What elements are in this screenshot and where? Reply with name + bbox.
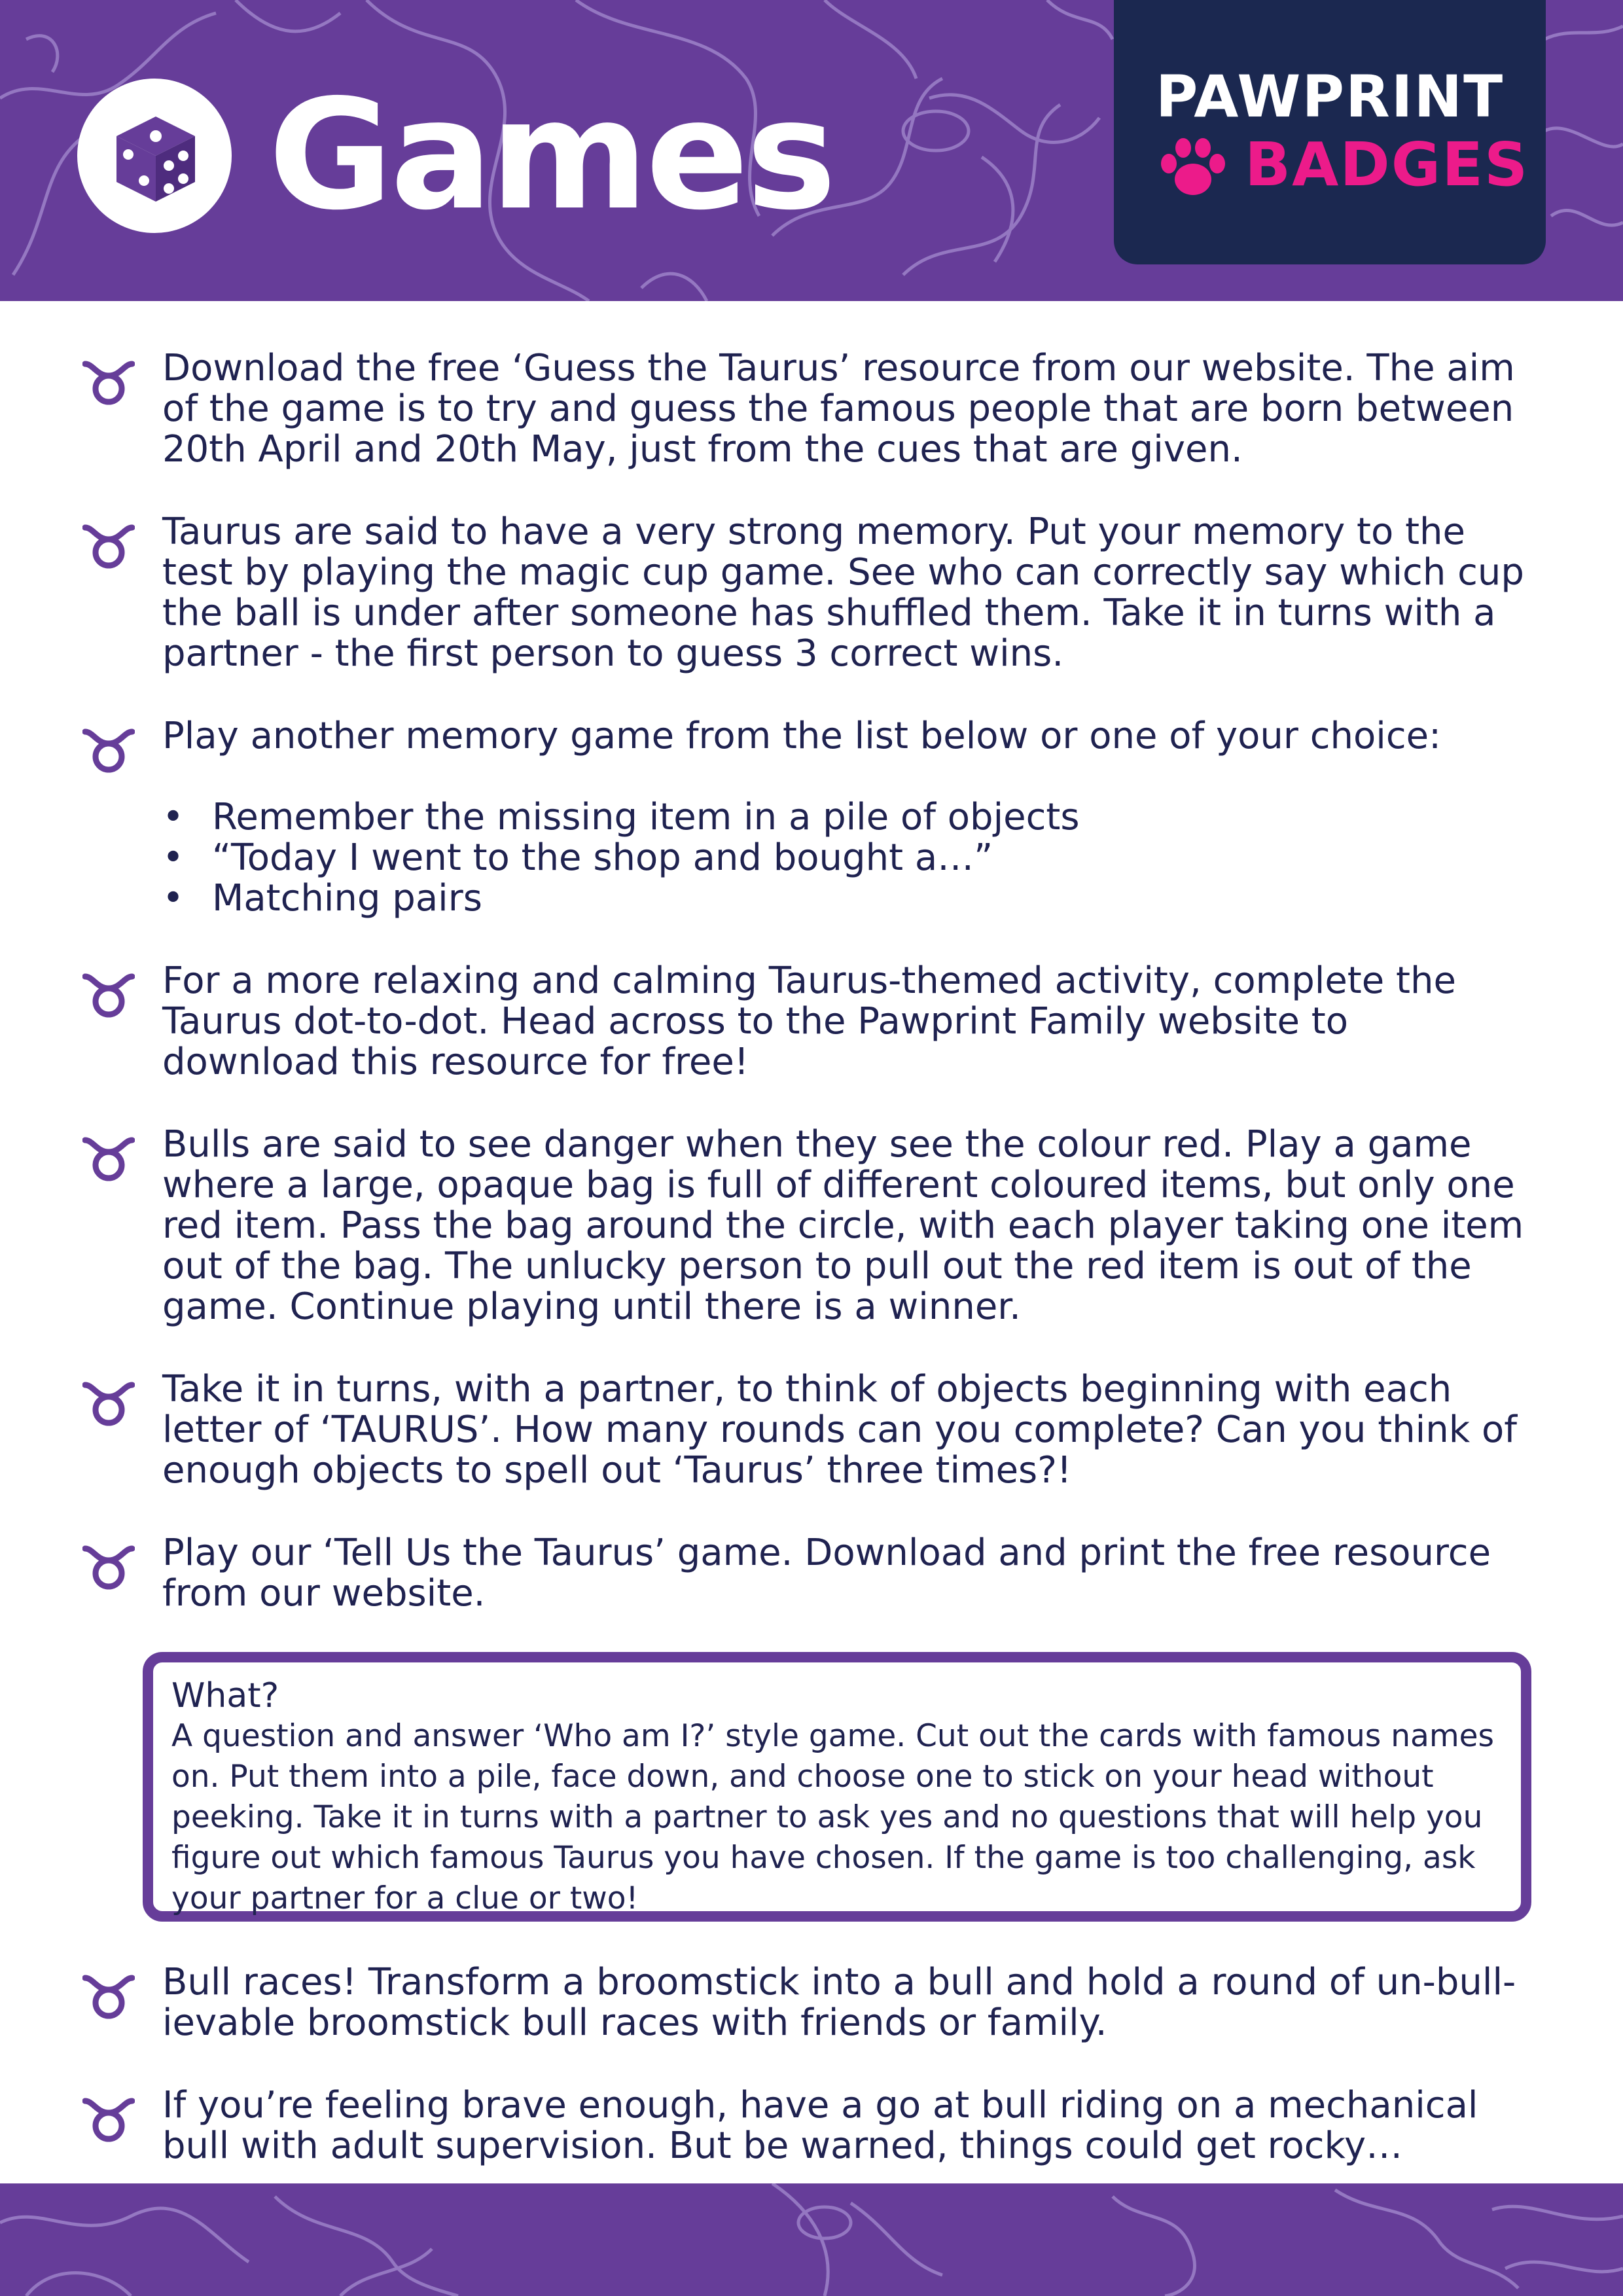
memory-game-list — [162, 797, 1530, 919]
taurus-symbol-icon — [82, 1378, 135, 1427]
activity-text: Bulls are said to see danger when they see the colour red. Play a game where a large, opaque bag is full of different coloured items, but only one red item. Pass the bag around the circle, with each player taking one item out of the bag. The unlucky person to pull out the red item is out of the game. Continue playing until there is a winner. — [162, 1123, 1524, 1328]
bullet-point: • — [162, 796, 185, 838]
list-item — [162, 797, 1530, 838]
taurus-symbol-icon — [82, 1134, 135, 1182]
page-title: Games — [268, 67, 834, 243]
taurus-symbol-icon — [82, 2094, 135, 2143]
activity-text: Download the free ‘Guess the Taurus’ resource from our website. The aim of the game is to try and guess the famous people that are born between 20th April and 20th May, just from the cues that are given. — [162, 347, 1515, 471]
taurus-symbol-icon — [82, 725, 135, 774]
taurus-symbol-icon — [82, 1542, 135, 1590]
info-box-title: What? — [171, 1676, 279, 1715]
list-item — [162, 838, 1530, 878]
header-banner — [0, 0, 1623, 301]
footer-banner — [0, 2183, 1623, 2296]
bullet-point: • — [162, 836, 185, 879]
activity-text: For a more relaxing and calming Taurus-themed activity, complete the Taurus dot-to-dot. Head across to the Pawprint Family website to download this resource for free! — [162, 960, 1456, 1083]
taurus-symbol-icon — [82, 521, 135, 569]
bull-line-art-background — [0, 2183, 1623, 2296]
activity-text: Play our ‘Tell Us the Taurus’ game. Download and print the free resource from our website. — [162, 1532, 1491, 1615]
activity-text: If you’re feeling brave enough, have a go at bull riding on a mechanical bull with adult supervision. But be warned, things could get rocky… — [162, 2084, 1478, 2167]
logo-wordmark-top: PAWPRINT — [1155, 63, 1505, 130]
bullet-point: • — [162, 877, 185, 920]
activity-text: Taurus are said to have a very strong memory. Put your memory to the test by playing the magic cup game. See who can correctly say which cup the ball is under after someone has shuffled them. Take it in turns with a partner - the first person to guess 3 correct wins. — [162, 511, 1524, 675]
taurus-symbol-icon — [82, 1971, 135, 2020]
list-item-text: “Today I went to the shop and bought a…” — [212, 836, 993, 879]
list-item — [162, 878, 1530, 919]
list-item-text: Remember the missing item in a pile of objects — [212, 796, 1080, 838]
list-item-text: Matching pairs — [212, 877, 482, 920]
dice-icon-badge — [77, 79, 232, 233]
what-info-box — [143, 1652, 1531, 1922]
pawprint-badges-logo — [1114, 0, 1546, 264]
activity-text: Bull races! Transform a broomstick into a bull and hold a round of un-bull-ievable broomstick bull races with friends or family. — [162, 1961, 1516, 2044]
activity-text: Take it in turns, with a partner, to think of objects beginning with each letter of ‘TAURUS’. How many rounds can you complete? Can you think of enough objects to spell out ‘Taurus’ three times?! — [162, 1368, 1517, 1492]
activity-text: Play another memory game from the list below or one of your choice: — [162, 715, 1441, 757]
dice-icon — [103, 103, 208, 208]
logo-wordmark-bottom: BADGES — [1245, 130, 1529, 200]
taurus-symbol-icon — [82, 357, 135, 406]
taurus-symbol-icon — [82, 970, 135, 1018]
info-box-text: A question and answer ‘Who am I?’ style game. Cut out the cards with famous names on. Put them into a pile, face down, and choose one to stick on your head without peeking. Take it in turns with a partner to ask yes and no questions that will help you figure out which famous Taurus you have chosen. If the game is too challenging, ask your partner for a clue or two! — [171, 1718, 1494, 1916]
paw-icon — [1157, 136, 1229, 202]
